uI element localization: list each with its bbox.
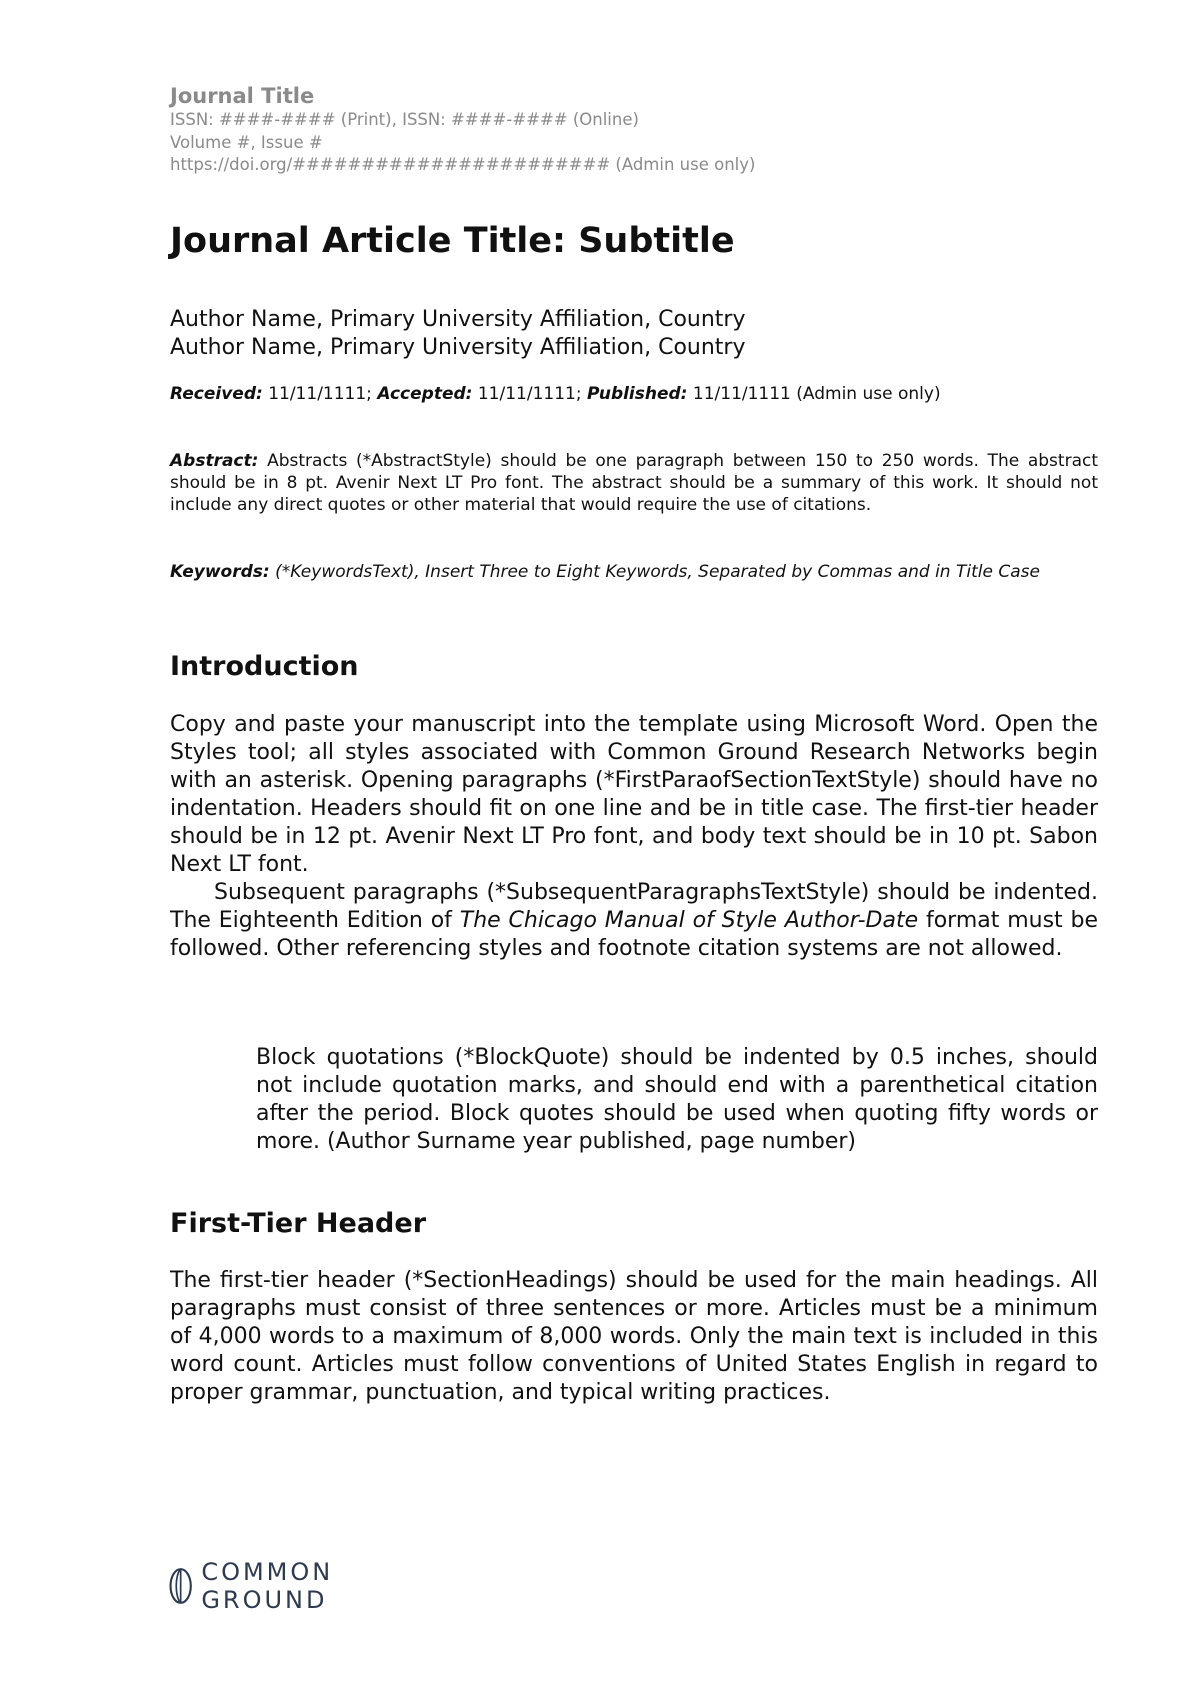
introduction-heading: Introduction [170,651,359,682]
accepted-label: Accepted: [377,384,473,404]
author-list [170,306,1090,362]
common-ground-logo [168,1558,428,1614]
journal-title: Journal Title [170,84,315,108]
block-quote: Block quotations (*BlockQuote) should be indented by 0.5 inches, should not include quotation marks, and should end with a parenthetical citation after the period. Block quotes should be used when quoting fifty words or more. (Author Surname year published, page number) [256,1045,1098,1154]
first-tier-heading: First-Tier Header [170,1208,427,1239]
journal-header [170,84,1070,177]
accepted-value: 11/11/1111; [472,384,587,404]
author-line: Author Name, Primary University Affiliation, Country [170,307,746,332]
published-value: 11/11/1111 (Admin use only) [687,384,941,404]
issn-line: ISSN: ####-#### (Print), ISSN: ####-#### (Online) [170,110,639,129]
introduction-paragraph-2 [170,879,1098,963]
article-title: Journal Article Title: Subtitle [170,221,735,261]
publication-dates [170,382,1090,406]
doi-line: https://doi.org/####################### (Admin use only) [170,155,756,174]
first-tier-paragraph: The first-tier header (*SectionHeadings) should be used for the main headings. All paragraphs must consist of three sentences or more. Articles must be a minimum of 4,000 words to a maximum of 8,000 words. Only the main text is included in this word count. Articles must follow conventions of United States English in regard to proper grammar, punctuation, and typical writing practices. [170,1268,1098,1405]
abstract-text: Abstracts (*AbstractStyle) should be one paragraph between 150 to 250 words. The abstract should be in 8 pt. Avenir Next LT Pro font. The abstract should be a summary of this work. It should not include any direct quotes or other material that would require the use of citations. [170,451,1098,515]
published-label: Published: [586,384,688,404]
abstract [170,450,1098,516]
author-line: Author Name, Primary University Affiliation, Country [170,335,746,360]
received-value: 11/11/1111; [262,384,378,404]
abstract-label: Abstract: [170,451,259,471]
introduction-body [170,711,1098,963]
paragraph-text: Subsequent paragraphs (*SubsequentParagraphsTextStyle) should be indented. The Eighteenth Edition of [170,880,1098,933]
keywords [170,561,1098,583]
volume-line: Volume #, Issue # [170,132,323,152]
common-ground-logo-icon [168,1563,193,1609]
keywords-label: Keywords: [170,562,270,582]
introduction-paragraph-1: Copy and paste your manuscript into the template using Microsoft Word. Open the Styles tool; all styles associated with Common Ground Research Networks begin with an asterisk. Opening paragraphs (*FirstParaofSectionTextStyle) should have no indentation. Headers should fit on one line and be in title case. The first-tier header should be in 12 pt. Avenir Next LT Pro font, and body text should be in 10 pt. Sabon Next LT font. [170,712,1098,877]
received-label: Received: [170,384,263,404]
first-tier-body [170,1267,1098,1407]
logo-wordmark: COMMON GROUND [201,1558,334,1614]
keywords-text: (*KeywordsText), Insert Three to Eight Keywords, Separated by Commas and in Title Case [269,562,1040,582]
chicago-manual-title: The Chicago Manual of Style Author-Date [459,908,919,933]
paragraph-text: format must be followed. Other referencing styles and footnote citation systems are not allowed. [170,908,1099,961]
